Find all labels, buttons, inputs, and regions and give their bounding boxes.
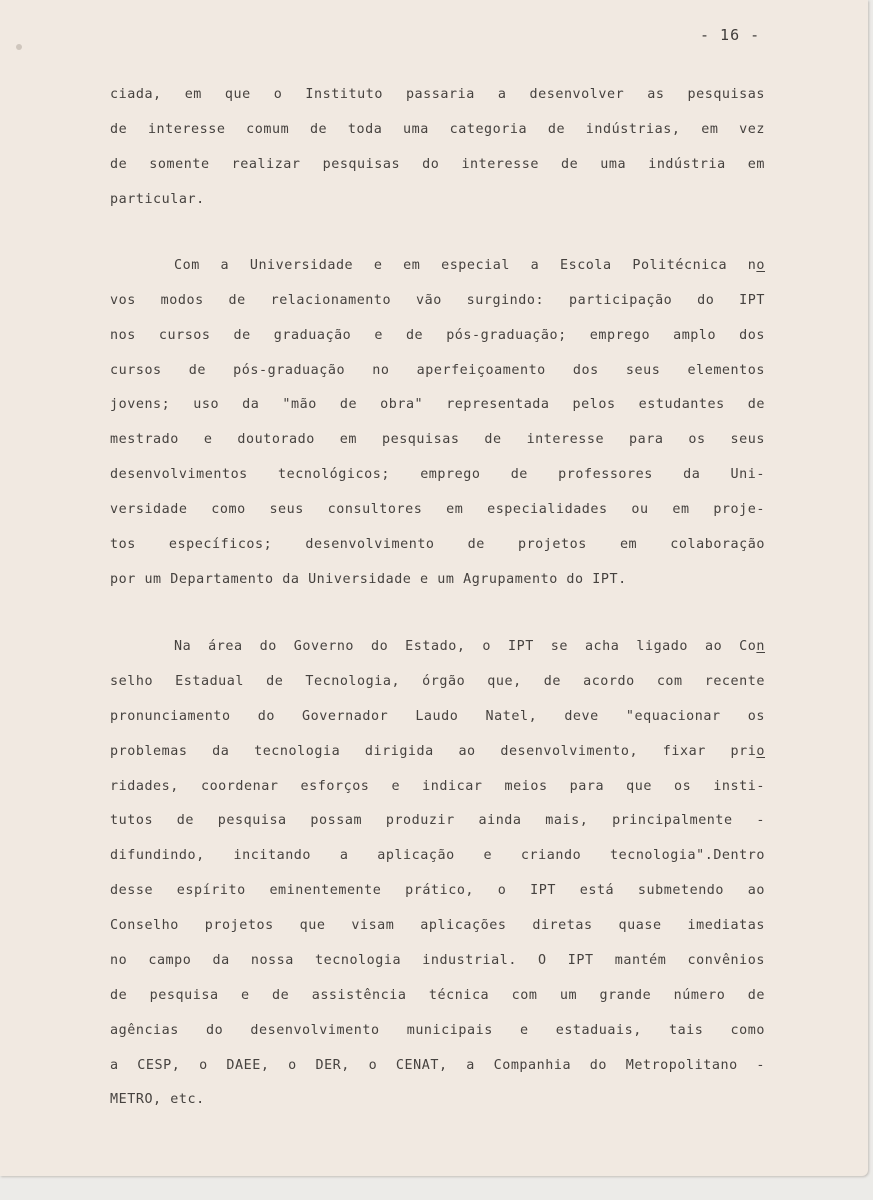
text-line: ciada, em que o Instituto passaria a desenvolver as pesquisas [110,87,765,102]
text-line: por um Departamento da Universidade e um Agrupamento do IPT. [110,572,627,587]
text-line: tos específicos; desenvolvimento de projetos em colaboração [110,537,765,552]
text-line: versidade como seus consultores em especialidades ou em proje- [110,502,765,517]
page-number: - 16 - [700,26,761,44]
text-line: cursos de pós-graduação no aperfeiçoamento dos seus elementos [110,363,765,378]
text-line: no campo da nossa tecnologia industrial. O IPT mantém convênios [110,953,765,968]
text-line: vos modos de relacionamento vão surgindo: participação do IPT [110,293,765,308]
text-line: mestrado e doutorado em pesquisas de interesse para os seus [110,432,765,447]
text-line: selho Estadual de Tecnologia, órgão que, de acordo com recente [110,674,765,689]
text-line: pronunciamento do Governador Laudo Natel, deve "equacionar os [110,709,765,724]
text-line: agências do desenvolvimento municipais e estaduais, tais como [110,1023,765,1038]
text-line: de pesquisa e de assistência técnica com um grande número de [110,988,765,1003]
text-line: Conselho projetos que visam aplicações diretas quase imediatas [110,918,765,933]
text-line: de interesse comum de toda uma categoria de indústrias, em vez [110,122,765,137]
text-line: particular. [110,192,205,207]
text-line: METRO, etc. [110,1092,205,1107]
text-line: jovens; uso da "mão de obra" representada pelos estudantes de [110,397,765,412]
text-line: Na área do Governo do Estado, o IPT se acha ligado ao Con [174,639,765,654]
underlined-letter: n [756,639,765,654]
text-line: a CESP, o DAEE, o DER, o CENAT, a Companhia do Metropolitano - [110,1058,765,1073]
underlined-letter: o [756,258,765,273]
text-line: desse espírito eminentemente prático, o IPT está submetendo ao [110,883,765,898]
text-line: de somente realizar pesquisas do interesse de uma indústria em [110,157,765,172]
paper-mark [16,44,22,50]
text-line: ridades, coordenar esforços e indicar meios para que os insti- [110,779,765,794]
text-line: desenvolvimentos tecnológicos; emprego de professores da Uni- [110,467,765,482]
text-line: difundindo, incitando a aplicação e criando tecnologia".Dentro [110,848,765,863]
text-line: problemas da tecnologia dirigida ao desenvolvimento, fixar prio [110,744,765,759]
text-line: Com a Universidade e em especial a Escola Politécnica no [174,258,765,273]
text-line: tutos de pesquisa possam produzir ainda mais, principalmente - [110,813,765,828]
text-line: nos cursos de graduação e de pós-graduação; emprego amplo dos [110,328,765,343]
underlined-letter: o [756,744,765,759]
